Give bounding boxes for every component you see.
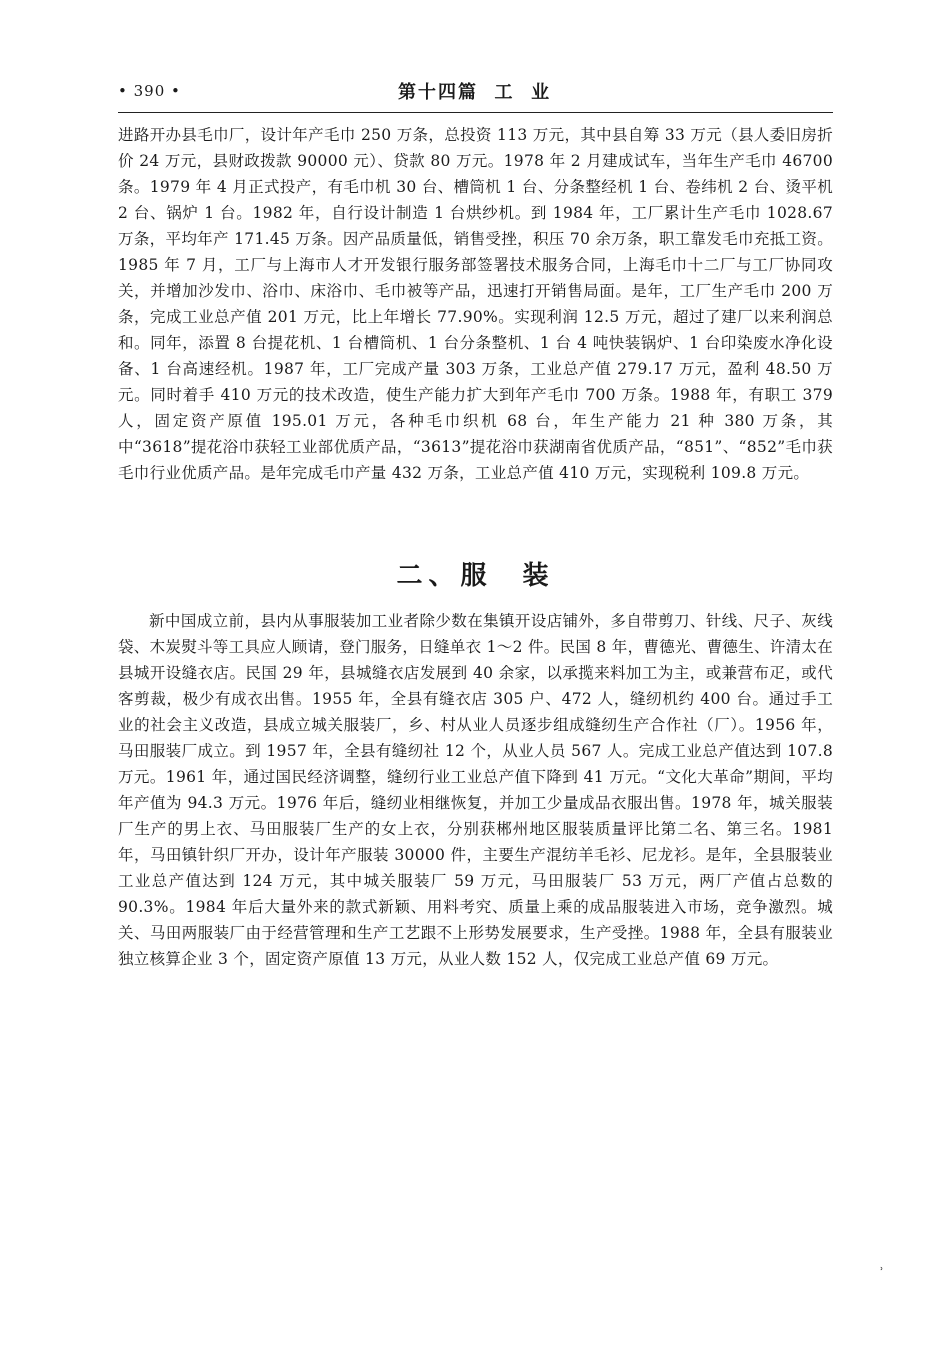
section-heading: 二、服 装: [396, 561, 555, 591]
paragraph-towel-factory: 进路开办县毛巾厂，设计年产毛巾 250 万条，总投资 113 万元，其中县自筹 33 万元（县人委旧房折价 24 万元，县财政拨款 90000 元）、贷款 80 万元。1978 年 2 月建成试车，当年生产毛巾 46700 条。1979 年 4 月正式投产，有毛巾机 30 台、槽筒机 1 台、分条整经机 1 台、卷纬机 2 台、烫平机 2 台、锅炉 1 台。1982 年，自行设计制造 1 台烘纱机。到 1984 年，工厂累计生产毛巾 1028.67 万条，平均年产 171.45 万条。因产品质量低，销售受挫，积压 70 余万条，职工靠发毛巾充抵工资。1985 年 7 月，工厂与上海市人才开发银行服务部签署技术服务合同，上海毛巾十二厂与工厂协同攻关，并增加沙发巾、浴巾、床浴巾、毛巾被等产品，迅速打开销售局面。是年，工厂生产毛巾 200 万条，完成工业总产值 201 万元，比上年增长 77.90%。实现利润 12.5 万元，超过了建厂以来利润总和。同年，添置 8 台提花机、1 台槽筒机、1 台分条整机、1 台 4 吨快装锅炉、1 台印染废水净化设备、1 台高速经机。1987 年，工厂完成产量 303 万条，工业总产值 279.17 万元，盈利 48.50 万元。同时着手 410 万元的技术改造，使生产能力扩大到年产毛巾 700 万条。1988 年，有职工 379 人，固定资产原值 195.01 万元，各种毛巾织机 68 台，年生产能力 21 种 380 万条，其中“3618”提花浴巾获轻工业部优质产品，“3613”提花浴巾获湖南省优质产品，“851”、“852”毛巾获毛巾行业优质产品。是年完成毛巾产量 432 万条，工业总产值 410 万元，实现税利 109.8 万元。: [118, 126, 833, 482]
running-title: 第十四篇 工 业: [398, 82, 552, 103]
paragraph-garments: 新中国成立前，县内从事服装加工业者除少数在集镇开设店铺外，多自带剪刀、针线、尺子、灰线袋、木炭熨斗等工具应人顾请，登门服务，日缝单衣 1～2 件。民国 8 年，曹德光、曹德生、许清太在县城开设缝衣店。民国 29 年，县城缝衣店发展到 40 余家，以承揽来料加工为主，或兼营布疋，或代客剪裁，极少有成衣出售。1955 年，全县有缝衣店 305 户、472 人，缝纫机约 400 台。通过手工业的社会主义改造，县成立城关服装厂，乡、村从业人员逐步组成缝纫生产合作社（厂）。1956 年，马田服装厂成立。到 1957 年，全县有缝纫社 12 个，从业人员 567 人。完成工业总产值达到 107.8 万元。1961 年，通过国民经济调整，缝纫行业工业总产值下降到 41 万元。“文化大革命”期间，平均年产值为 94.3 万元。1976 年后，缝纫业相继恢复，并加工少量成品衣服出售。1978 年，城关服装厂生产的男上衣、马田服装厂生产的女上衣，分别获郴州地区服装质量评比第二名、第三名。1981 年，马田镇针织厂开办，设计年产服装 30000 件，主要生产混纺羊毛衫、尼龙衫。是年，全县服装业工业总产值达到 124 万元，其中城关服装厂 59 万元，马田服装厂 53 万元，两厂产值占总数的 90.3%。1984 年后大量外来的款式新颖、用料考究、质量上乘的成品服装进入市场，竞争激烈。城关、马田两服装厂由于经营管理和生产工艺跟不上形势发展要求，生产受挫。1988 年，全县有服装业独立核算企业 3 个，固定资产原值 13 万元，从业人数 152 人，仅完成工业总产值 69 万元。: [118, 612, 833, 968]
page-number: • 390 •: [118, 82, 181, 100]
margin-mark: ˒: [880, 1262, 884, 1276]
page-header: [118, 72, 833, 113]
